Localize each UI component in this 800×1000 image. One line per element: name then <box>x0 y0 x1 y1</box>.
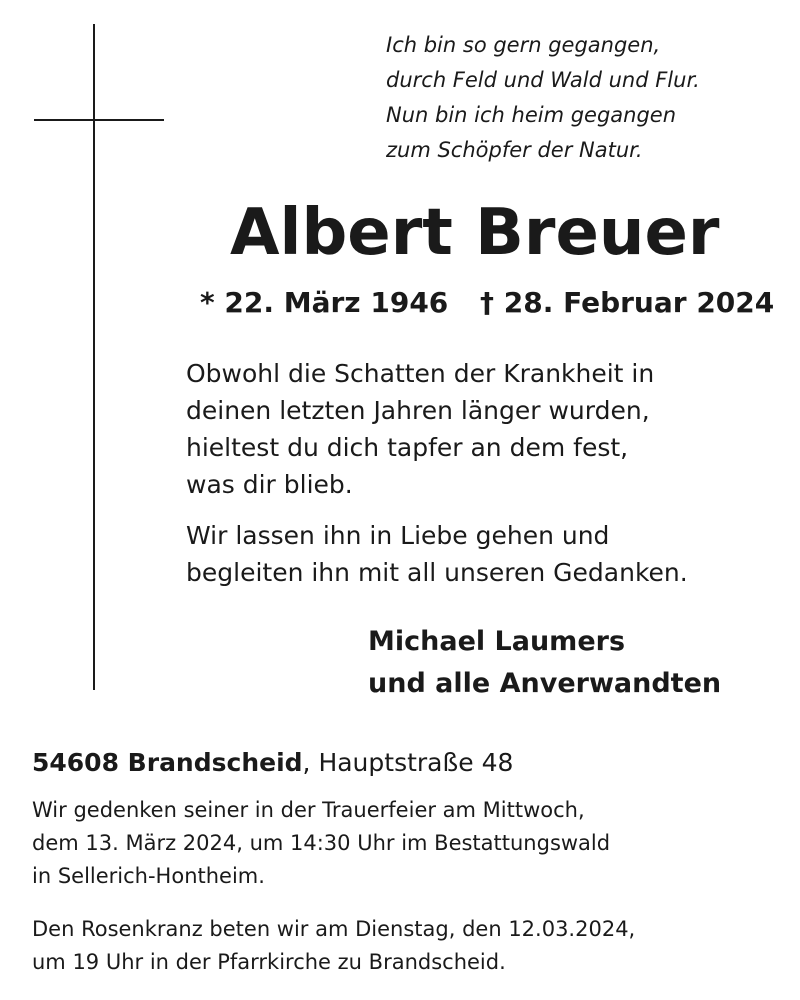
death-date: † 28. Februar 2024 <box>480 286 775 319</box>
info-line: in Sellerich-Hontheim. <box>32 864 265 888</box>
deceased-name: Albert Breuer <box>230 196 720 270</box>
poem-line: zum Schöpfer der Natur. <box>386 138 643 162</box>
poem-line: durch Feld und Wald und Flur. <box>386 68 700 92</box>
info-line: um 19 Uhr in der Pfarrkirche zu Brandscheid. <box>32 950 506 974</box>
farewell-paragraph <box>186 517 688 591</box>
paragraph-line: Obwohl die Schatten der Krankheit in <box>186 359 655 388</box>
cross-horizontal-bar <box>34 119 164 121</box>
rosary-info <box>32 913 635 979</box>
signer-line: Michael Laumers <box>368 626 626 657</box>
address-place: 54608 Brandscheid <box>32 748 303 777</box>
birth-date: * 22. März 1946 <box>200 286 449 319</box>
funeral-info <box>32 794 610 893</box>
paragraph-line: begleiten ihn mit all unseren Gedanken. <box>186 558 688 587</box>
info-line: dem 13. März 2024, um 14:30 Uhr im Bestattungswald <box>32 831 611 855</box>
paragraph-line: was dir blieb. <box>186 470 353 499</box>
address <box>32 745 513 781</box>
poem-line: Nun bin ich heim gegangen <box>386 103 677 127</box>
poem <box>386 28 700 168</box>
paragraph-line: Wir lassen ihn in Liebe gehen und <box>186 521 610 550</box>
paragraph-line: hieltest du dich tapfer an dem fest, <box>186 433 629 462</box>
cross-vertical-bar <box>93 24 95 690</box>
paragraph-line: deinen letzten Jahren länger wurden, <box>186 396 650 425</box>
info-line: Wir gedenken seiner in der Trauerfeier am Mittwoch, <box>32 798 585 822</box>
signers <box>368 621 721 705</box>
address-street: , Hauptstraße 48 <box>302 748 514 777</box>
remembrance-paragraph <box>186 355 654 503</box>
poem-line: Ich bin so gern gegangen, <box>386 33 661 57</box>
info-line: Den Rosenkranz beten wir am Dienstag, den 12.03.2024, <box>32 917 636 941</box>
signer-line: und alle Anverwandten <box>368 668 722 699</box>
